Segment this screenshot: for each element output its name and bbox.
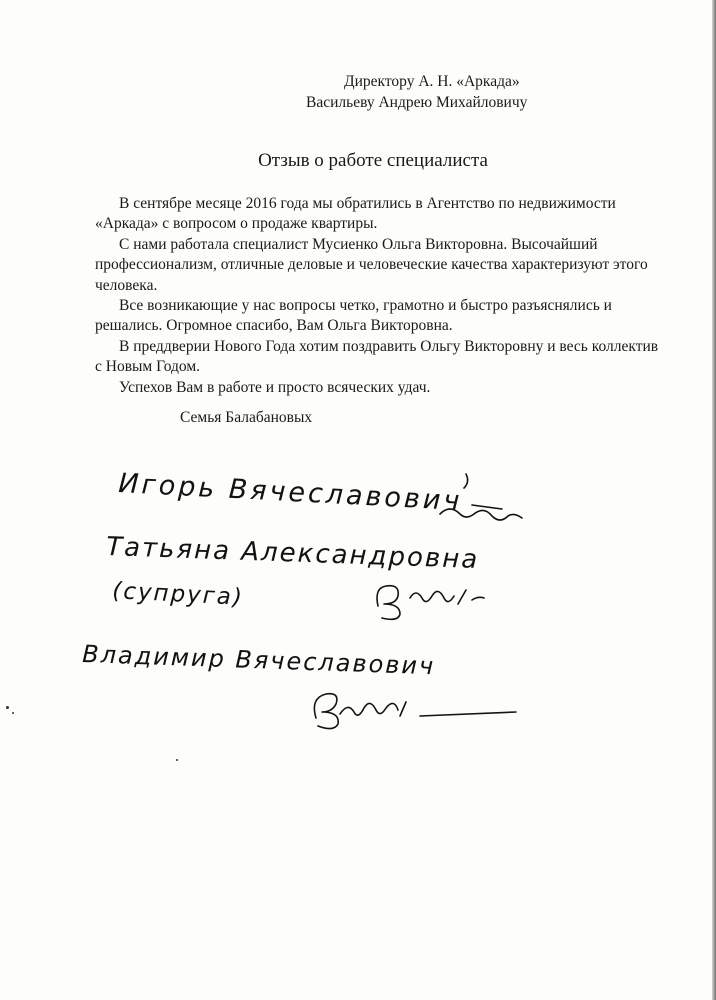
addressee-block	[300, 71, 560, 113]
letter-body	[95, 194, 665, 398]
handwritten-name-2: Татьяна Александровна	[105, 532, 480, 576]
handwritten-name-1: Игорь Вячеславович	[117, 468, 464, 518]
signature-3	[314, 694, 516, 729]
handwritten-relation: (супруга)	[111, 578, 245, 611]
document-title-text: Отзыв о работе специалиста	[258, 150, 488, 171]
scan-speck	[12, 712, 14, 714]
paragraph-2: С нами работала специалист Мусиенко Ольга Викторовна. Высочайший профессионализм, отличные деловые и человеческие качества характеризуют этого человека.	[95, 235, 648, 294]
document-title	[0, 150, 716, 172]
handwritten-name-3: Владимир Вячеславович	[81, 640, 436, 681]
signature-1	[440, 505, 522, 520]
signoff: Семья Балабановых	[180, 409, 313, 426]
paragraph-1: В сентябре месяце 2016 года мы обратились в Агентство по недвижимости «Аркада» с вопросом о продаже квартиры.	[95, 195, 616, 233]
handwritten-mark-1	[464, 474, 468, 488]
addressee-line-2: Васильеву Андрею Михайловичу	[306, 94, 528, 111]
paragraph-4: В преддверии Нового Года хотим поздравить Ольгу Викторовну и весь коллектив с Новым Годом.	[95, 337, 659, 376]
scan-speck	[176, 759, 178, 761]
paragraph-3: Все возникающие у нас вопросы четко, грамотно и быстро разъяснялись и решались. Огромное спасибо, Вам Ольга Викторовна.	[95, 297, 612, 335]
addressee-line-1: Директору А. Н. «Аркада»	[344, 73, 520, 90]
signature-2	[377, 586, 484, 620]
scan-speck	[6, 706, 9, 709]
paragraph-5: Успехов Вам в работе и просто всяческих удач.	[119, 378, 431, 396]
